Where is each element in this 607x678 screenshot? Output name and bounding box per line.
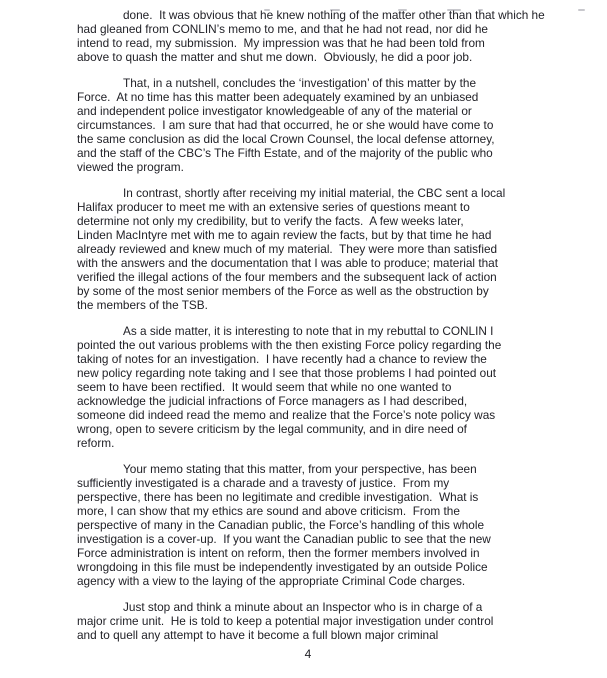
text-line: investigation is a cover-up. If you want the Canadian public to see that the new <box>77 532 491 546</box>
document-body <box>77 8 545 654</box>
text-line: and to quell any attempt to have it become a full blown major criminal <box>77 628 439 642</box>
text-line: verified the illegal actions of the four members and the subsequent lack of action <box>77 270 497 284</box>
text-line: above to quash the matter and shut me down. Obviously, he did a poor job. <box>77 50 473 64</box>
text-line: circumstances. I am sure that had that occurred, he or she would have come to <box>77 118 494 132</box>
paragraph <box>77 462 539 588</box>
text-line: Force administration is intent on reform, then the former members involved in <box>77 546 480 560</box>
paragraph <box>77 186 539 312</box>
text-line: had gleaned from CONLIN’s memo to me, and that he had not read, nor did he <box>77 22 488 36</box>
text-line: the same conclusion as did the local Crown Counsel, the local defense attorney, <box>77 132 495 146</box>
text-line: seem to have been rectified. It would seem that while no one wanted to <box>77 380 452 394</box>
text-line: Your memo stating that this matter, from your perspective, has been <box>123 462 477 476</box>
text-line: perspective of many in the Canadian public, the Force’s handling of this whole <box>77 518 485 532</box>
text-line: Just stop and think a minute about an Inspector who is in charge of a <box>123 600 483 614</box>
paragraph <box>77 600 539 642</box>
scan-noise-speck <box>578 9 585 11</box>
text-line: with the answers and the documentation that I was able to produce; material that <box>77 256 499 270</box>
text-line: perspective, there has been no legitimate and credible investigation. What is <box>77 490 479 504</box>
text-line: sufficiently investigated is a charade and a travesty of justice. From my <box>77 476 450 490</box>
text-line: already reviewed and knew much of my material. They were more than satisfied <box>77 242 498 256</box>
text-line: agency with a view to the laying of the appropriate Criminal Code charges. <box>77 574 466 588</box>
text-line: As a side matter, it is interesting to note that in my rebuttal to CONLIN I <box>123 324 494 338</box>
text-line: Halifax producer to meet me with an extensive series of questions meant to <box>77 200 470 214</box>
text-line: the members of the TSB. <box>77 298 208 312</box>
text-line: new policy regarding note taking and I see that those problems I had pointed out <box>77 366 497 380</box>
text-line: and independent police investigator knowledgeable of any of the material or <box>77 104 472 118</box>
text-line: wrongdoing in this file must be independently investigated by an outside Police <box>77 560 488 574</box>
text-line: intend to read, my submission. My impression was that he had been told from <box>77 36 485 50</box>
text-line: major crime unit. He is told to keep a potential major investigation under control <box>77 614 494 628</box>
page-number: 4 <box>304 647 312 661</box>
text-line: In contrast, shortly after receiving my initial material, the CBC sent a local <box>123 186 506 200</box>
text-line: reform. <box>77 436 115 450</box>
paragraph <box>77 76 539 174</box>
text-line: That, in a nutshell, concludes the ‘investigation’ of this matter by the <box>123 76 477 90</box>
text-line: taking of notes for an investigation. I have recently had a chance to review the <box>77 352 487 366</box>
text-line: acknowledge the judicial infractions of Force managers as I had described, <box>77 394 468 408</box>
text-line: determine not only my credibility, but to verify the facts. A few weeks later, <box>77 214 464 228</box>
text-line: and the staff of the CBC’s The Fifth Estate, and of the majority of the public who <box>77 146 493 160</box>
text-line: done. It was obvious that he knew nothing of the matter other than that which he <box>123 8 545 22</box>
paragraph <box>77 324 539 450</box>
text-line: more, I can show that my ethics are sound and above criticism. From the <box>77 504 460 518</box>
text-line: viewed the program. <box>77 160 184 174</box>
text-line: pointed the out various problems with the then existing Force policy regarding the <box>77 338 502 352</box>
text-line: by some of the most senior members of the Force as well as the obstruction by <box>77 284 489 298</box>
text-line: Linden MacIntyre met with me to again review the facts, but by that time he had <box>77 228 492 242</box>
paragraph <box>77 8 545 64</box>
text-line: someone did indeed read the memo and realize that the Force’s note policy was <box>77 408 496 422</box>
text-line: wrong, open to severe criticism by the legal community, and in dire need of <box>77 422 467 436</box>
text-line: Force. At no time has this matter been adequately examined by an unbiased <box>77 90 479 104</box>
